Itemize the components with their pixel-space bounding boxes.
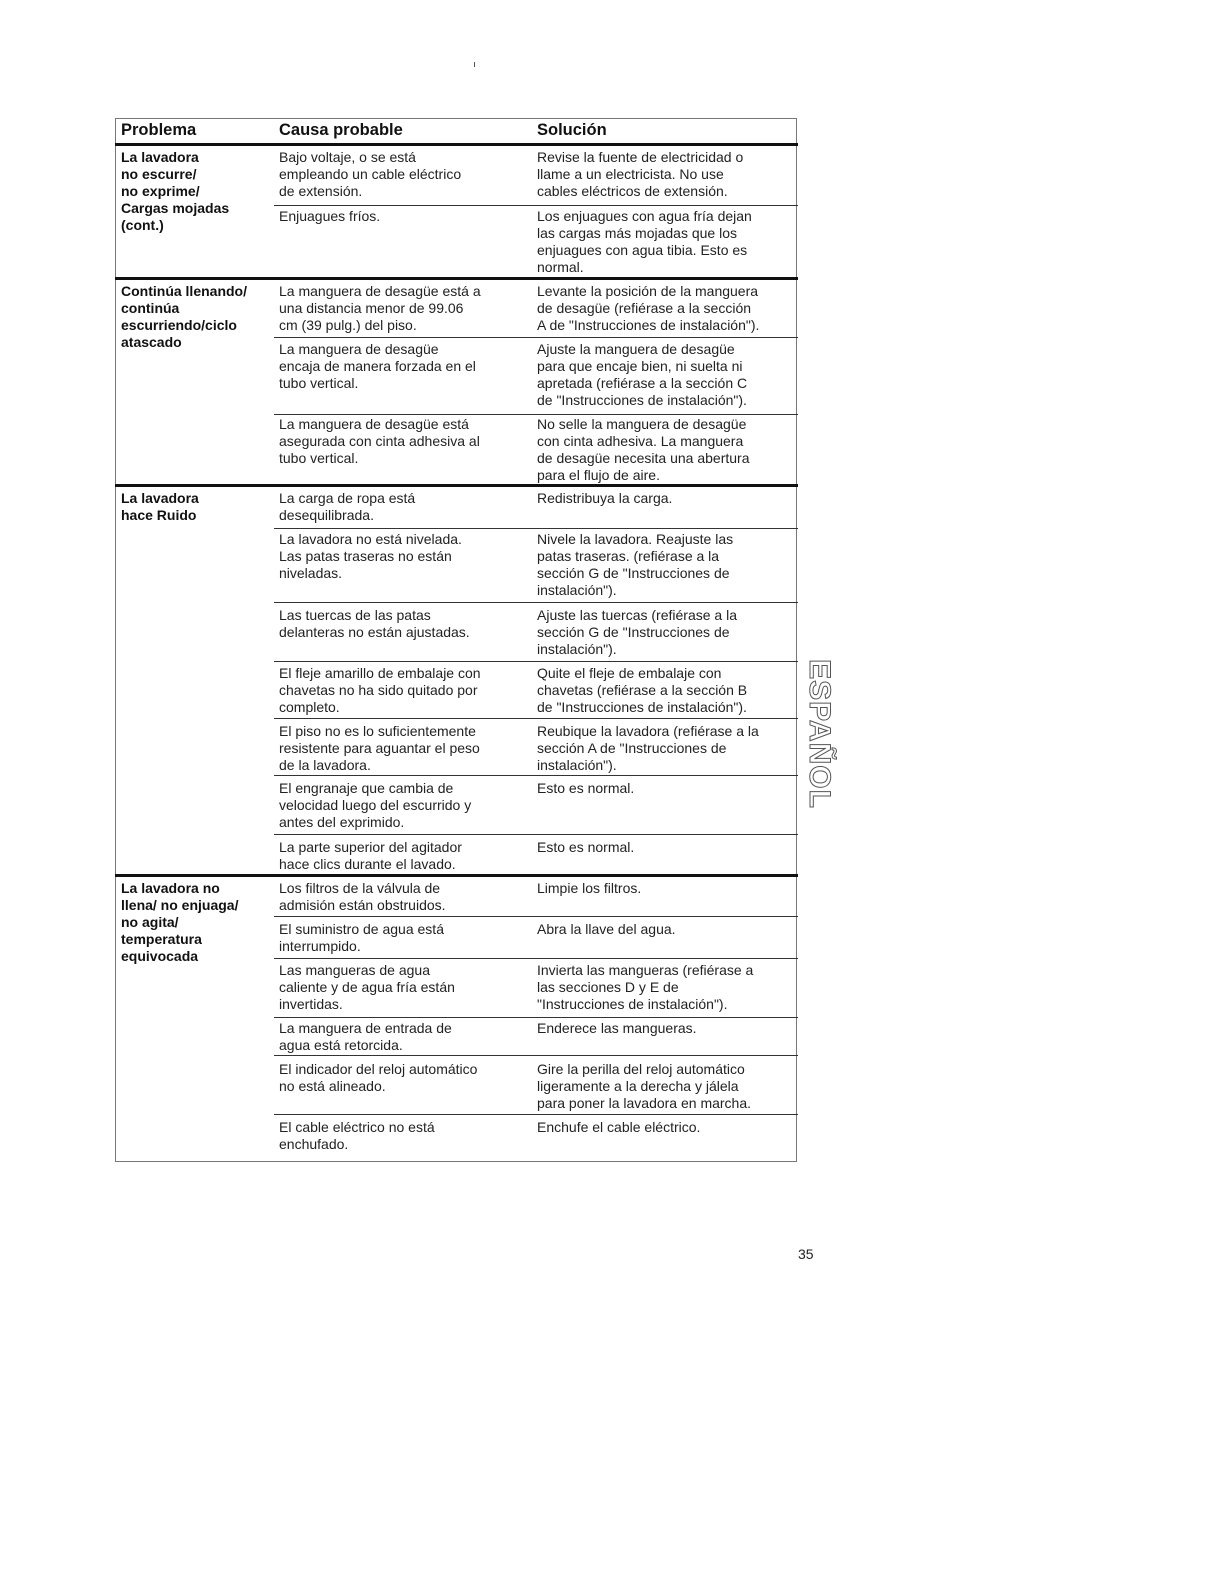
cause-text: Bajo voltaje, o se está empleando un cable eléctrico de extensión. [279,149,462,199]
solution-text: Enchufe el cable eléctrico. [537,1119,701,1135]
problem-label: Continúa llenando/ continúa escurriendo/ciclo atascado [121,283,247,350]
cause-text: La manguera de entrada de agua está retorcida. [279,1020,452,1053]
row-rule [274,916,798,917]
row-rule [274,1017,798,1018]
problem-label: La lavadora no escurre/ no exprime/ Cargas mojadas (cont.) [121,149,230,233]
solution-text: No selle la manguera de desagüe con cinta adhesiva. La manguera de desagüe necesita una abertura para el flujo de aire. [537,416,750,483]
cause-text: Enjuagues fríos. [279,208,381,224]
solution-text: Esto es normal. [537,839,635,855]
solution-text: Reubique la lavadora (refiérase a la sección A de "Instrucciones de instalación"). [537,723,759,773]
cause-text: Los filtros de la válvula de admisión están obstruidos. [279,880,446,913]
solution-text: Los enjuagues con agua fría dejan las cargas más mojadas que los enjuagues con agua tibia. Esto es normal. [537,208,752,275]
header-rule [115,143,798,146]
cause-text: La carga de ropa está desequilibrada. [279,490,416,523]
solution-text: Revise la fuente de electricidad o llame a un electricista. No use cables eléctricos de extensión. [537,149,744,199]
solution-text: Invierta las mangueras (refiérase a las secciones D y E de "Instrucciones de instalación"). [537,962,754,1012]
cause-text: El fleje amarillo de embalaje con chavetas no ha sido quitado por completo. [279,665,481,715]
row-rule [274,775,798,776]
language-side-tab [803,636,837,832]
solution-text: Redistribuya la carga. [537,490,673,506]
row-rule [274,337,798,338]
row-rule [274,1114,798,1115]
header-problem: Problema [121,121,197,139]
cause-text: La manguera de desagüe está a una distancia menor de 99.06 cm (39 pulg.) del piso. [279,283,481,333]
page-number: 35 [798,1246,814,1262]
solution-text: Ajuste la manguera de desagüe para que encaje bien, ni suelta ni apretada (refiérase a la sección C de "Instrucciones de instalación"). [537,341,748,408]
row-rule [274,661,798,662]
solution-text: Limpie los filtros. [537,880,642,896]
cause-text: El suministro de agua está interrumpido. [279,921,444,954]
cause-text: Las mangueras de agua caliente y de agua fría están invertidas. [279,962,455,1012]
group-rule [115,874,798,877]
group-rule [115,277,798,280]
group-rule [115,484,798,487]
cause-text: El indicador del reloj automático no está alineado. [279,1061,478,1094]
cause-text: El engranaje que cambia de velocidad luego del escurrido y antes del exprimido. [279,780,472,830]
cause-text: El cable eléctrico no está enchufado. [279,1119,435,1152]
cause-text: La manguera de desagüe está asegurada con cinta adhesiva al tubo vertical. [279,416,480,466]
solution-text: Abra la llave del agua. [537,921,676,937]
row-rule [274,718,798,719]
row-rule [274,958,798,959]
solution-text: Levante la posición de la manguera de desagüe (refiérase a la sección A de "Instrucciones de instalación"). [537,283,760,333]
solution-text: Quite el fleje de embalaje con chavetas (refiérase a la sección B de "Instrucciones de instalación"). [537,665,748,715]
page-mark [474,62,475,67]
solution-text: Enderece las mangueras. [537,1020,697,1036]
row-rule [274,602,798,603]
solution-text: Esto es normal. [537,780,635,796]
cause-text: Las tuercas de las patas delanteras no están ajustadas. [279,607,470,640]
row-rule [274,834,798,835]
cause-text: La parte superior del agitador hace clics durante el lavado. [279,839,462,872]
header-cause: Causa probable [279,121,403,139]
header-solution: Solución [537,121,607,139]
solution-text: Gire la perilla del reloj automático ligeramente a la derecha y jálela para poner la lavadora en marcha. [537,1061,752,1111]
row-rule [274,205,798,206]
solution-text: Nivele la lavadora. Reajuste las patas traseras. (refiérase a la sección G de "Instrucciones de instalación"). [537,531,734,598]
row-rule [274,414,798,415]
cause-text: El piso no es lo suficientemente resistente para aguantar el peso de la lavadora. [279,723,480,773]
row-rule [274,528,798,529]
row-rule [274,1055,798,1056]
cause-text: La lavadora no está nivelada. Las patas traseras no están niveladas. [279,531,462,581]
solution-text: Ajuste las tuercas (refiérase a la sección G de "Instrucciones de instalación"). [537,607,737,657]
problem-label: La lavadora no llena/ no enjuaga/ no agita/ temperatura equivocada [121,880,239,964]
language-label: ESPAÑOL [803,659,837,809]
cause-text: La manguera de desagüe encaja de manera forzada en el tubo vertical. [279,341,476,391]
problem-label: La lavadora hace Ruido [121,490,199,523]
